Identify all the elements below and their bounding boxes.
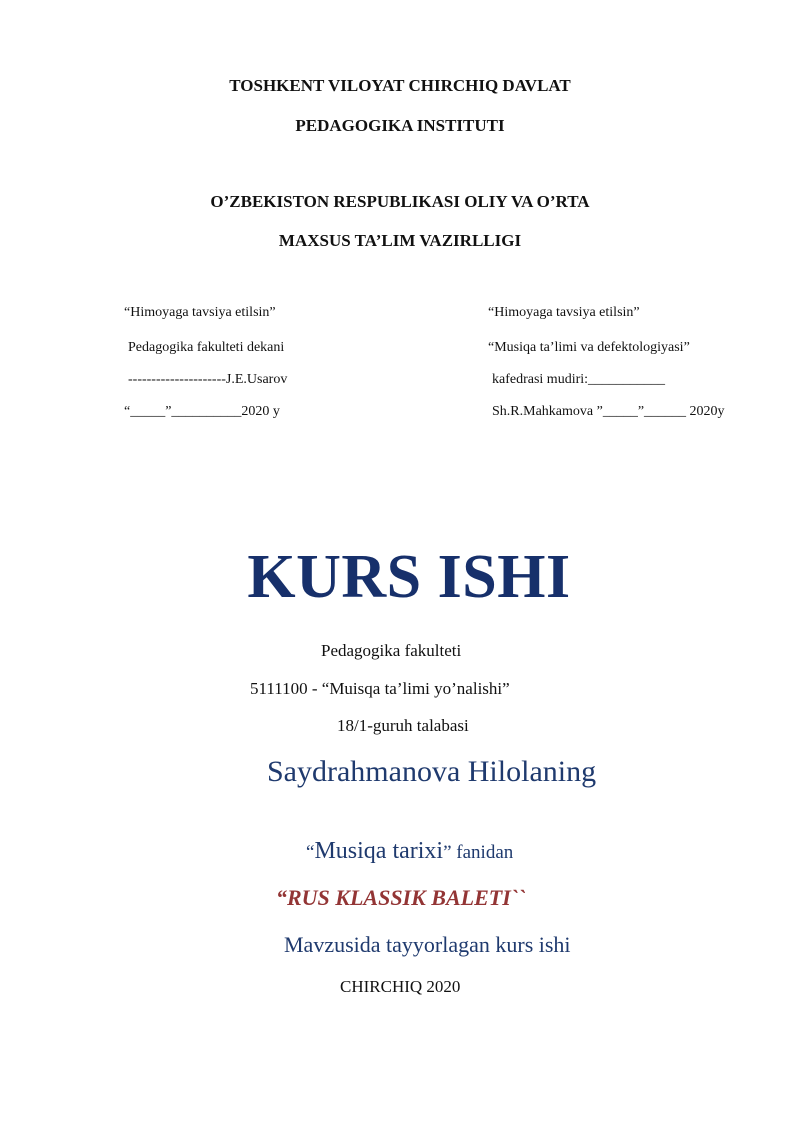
faculty-line: Pedagogika fakulteti bbox=[321, 641, 462, 660]
institute-name-line2: PEDAGOGIKA INSTITUTI bbox=[295, 116, 505, 135]
city-year: CHIRCHIQ 2020 bbox=[340, 977, 461, 996]
subject-line bbox=[306, 838, 513, 865]
topic-suffix-line: Mavzusida tayyorlagan kurs ishi bbox=[284, 932, 571, 957]
approval-right-line1: “Himoyaga tavsiya etilsin” bbox=[488, 305, 640, 320]
subject-name: Musiqa tarixi bbox=[314, 838, 444, 864]
approval-left-line2: Pedagogika fakulteti dekani bbox=[128, 340, 285, 355]
subject-open-quote: “ bbox=[306, 842, 315, 863]
direction-line: 5111100 - “Muisqa ta’limi yo’nalishi” bbox=[250, 679, 510, 698]
topic-title: “RUS KLASSIK BALETI`` bbox=[276, 885, 526, 910]
institute-name-line1: TOSHKENT VILOYAT CHIRCHIQ DAVLAT bbox=[229, 76, 571, 95]
approval-left-line4: “_____”__________2020 y bbox=[124, 404, 280, 419]
approval-left-line1: “Himoyaga tavsiya etilsin” bbox=[124, 305, 276, 320]
approval-right-line4: Sh.R.Mahkamova ”_____”______ 2020y bbox=[492, 404, 725, 419]
approval-left-line3: ---------------------J.E.Usarov bbox=[128, 372, 288, 387]
group-line: 18/1-guruh talabasi bbox=[337, 716, 469, 735]
document-title: KURS ISHI bbox=[247, 543, 571, 611]
ministry-name-line2: MAXSUS TA’LIM VAZIRLLIGI bbox=[278, 231, 522, 250]
approval-right-line3: kafedrasi mudiri:___________ bbox=[492, 372, 666, 387]
approval-right-line2: “Musiqa ta’limi va defektologiyasi” bbox=[488, 340, 690, 355]
ministry-name-line1: O’ZBEKISTON RESPUBLIKASI OLIY VA O’RTA bbox=[210, 192, 590, 211]
subject-suffix: ” fanidan bbox=[443, 842, 514, 863]
student-name: Saydrahmanova Hilolaning bbox=[267, 755, 597, 788]
